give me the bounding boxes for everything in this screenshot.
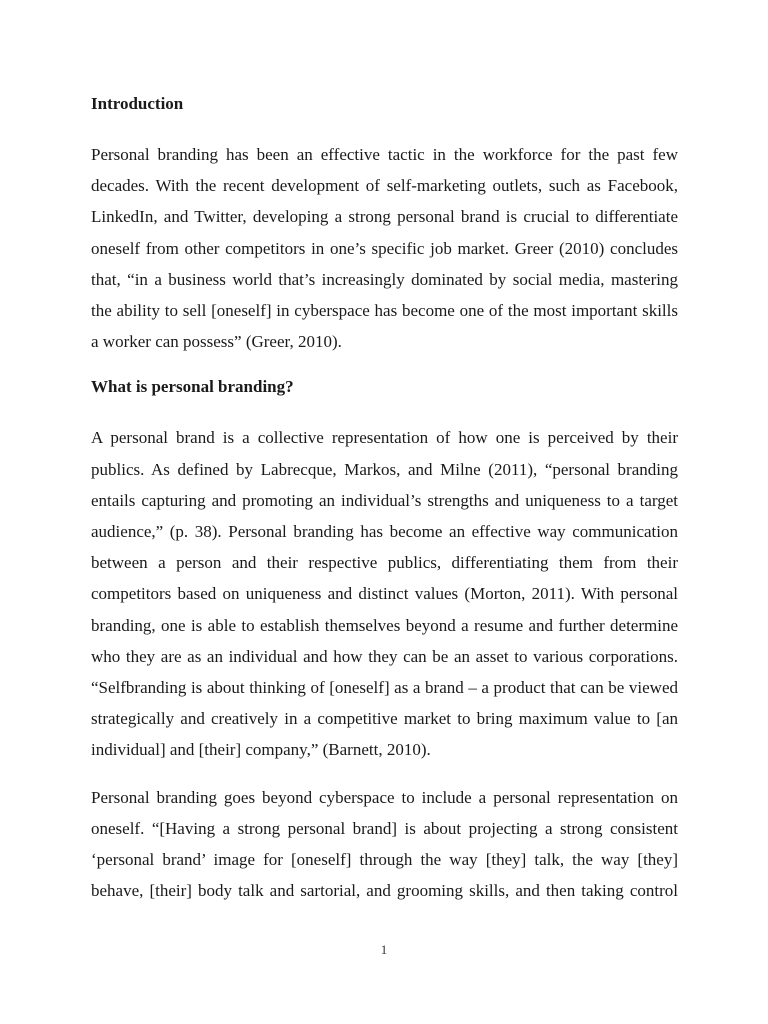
heading-introduction: Introduction [91,94,184,113]
paragraph-introduction: Personal branding has been an effective tactic in the workforce for the past few decades. With the recent development of self-marketing outlets, such as Facebook, LinkedIn, and Twitter, developing a strong personal brand is crucial to differentiate oneself from other competitors in one’s specific job market. Greer (2010) concludes that, “in a business world that’s increasingly dominated by social media, mastering the ability to sell [oneself] in cyberspace has become one of the most important skills a worker can possess” (Greer, 2010). [91,145,678,352]
heading-what-is-personal-branding: What is personal branding? [91,377,294,397]
page-number: 1 [380,942,388,957]
document-body [91,90,678,922]
paragraph-personal-brand-definition: A personal brand is a collective representation of how one is perceived by their publics. As defined by Labrecque, Markos, and Milne (2011), “personal branding entails capturing and promoting an individual’s strengths and uniqueness to a target audience,” (p. 38). Personal branding has become an effective way communication between a person and their respective publics, differentiating them from their competitors based on uniqueness and distinct values (Morton, 2011). With personal branding, one is able to establish themselves beyond a resume and further determine who they are as an individual and how they can be an asset to various corporations. “Selfbranding is about thinking of [oneself] as a brand – a product that can be viewed strategically and creatively in a competitive market to bring maximum value to [an individual] and [their] company,” (Barnett, 2010). [91,428,678,760]
paragraph-beyond-cyberspace: Personal branding goes beyond cyberspace to include a personal representation on oneself. “[Having a strong personal brand] is about projecting a strong consistent ‘personal brand’ image for [oneself] through the way [they] talk, the way [they] behave, [their] body talk and sartorial, and grooming skills, and then taking control [91,787,678,901]
